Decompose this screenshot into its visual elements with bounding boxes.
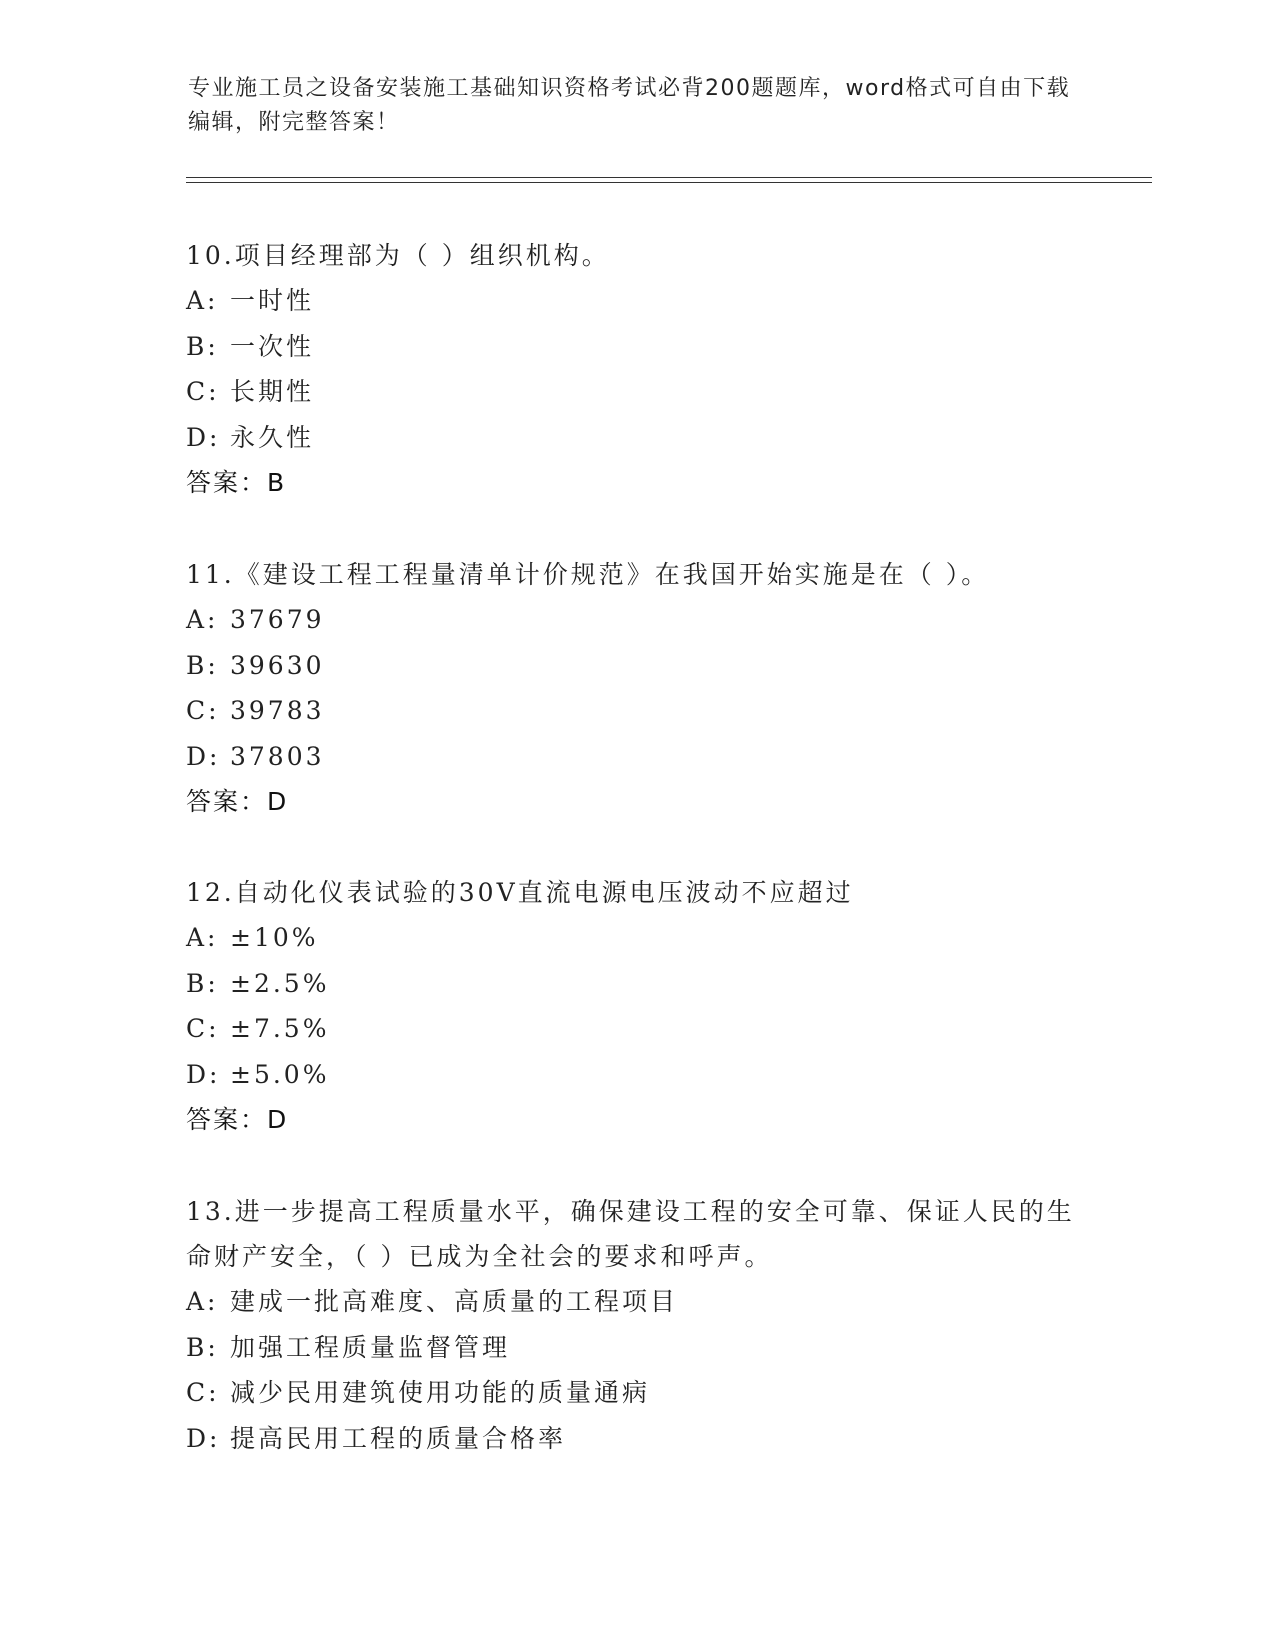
option-text: 39630 bbox=[230, 650, 325, 680]
answer-line: 答案：D bbox=[186, 1105, 289, 1134]
option-letter: A: bbox=[186, 605, 219, 634]
question-12 bbox=[186, 870, 1086, 1142]
option-text: ±2.5% bbox=[230, 968, 330, 998]
option-text: 39783 bbox=[230, 696, 325, 725]
option-text: 建成一批高难度、高质量的工程项目 bbox=[230, 1287, 679, 1316]
header-divider-bottom bbox=[186, 182, 1152, 183]
question-stem: 11.《建设工程工程量清单计价规范》在我国开始实施是在（ ）。 bbox=[186, 560, 990, 589]
option-b bbox=[186, 324, 1086, 370]
option-letter: C: bbox=[186, 1014, 220, 1043]
option-text: 一时性 bbox=[230, 286, 315, 315]
question-11 bbox=[186, 552, 1086, 824]
option-b bbox=[186, 1325, 1086, 1371]
question-stem: 12.自动化仪表试验的30V直流电源电压波动不应超过 bbox=[186, 878, 854, 907]
option-letter: A: bbox=[186, 1287, 219, 1316]
option-text: 永久性 bbox=[230, 422, 315, 452]
option-letter: B: bbox=[186, 331, 219, 361]
question-stem: 13.进一步提高工程质量水平，确保建设工程的安全可靠、保证人民的生命财产安全，（ ）已成为全社会的要求和呼声。 bbox=[186, 1197, 1075, 1271]
option-text: 提高民用工程的质量合格率 bbox=[230, 1423, 567, 1453]
option-letter: D: bbox=[186, 422, 221, 452]
option-a bbox=[186, 915, 1086, 961]
option-text: 加强工程质量监督管理 bbox=[230, 1332, 511, 1362]
option-c bbox=[186, 369, 1086, 415]
option-text: 一次性 bbox=[230, 331, 315, 361]
option-a bbox=[186, 597, 1086, 643]
option-d bbox=[186, 1416, 1086, 1462]
option-text: 减少民用建筑使用功能的质量通病 bbox=[230, 1378, 651, 1407]
option-d bbox=[186, 1052, 1086, 1098]
option-text: 长期性 bbox=[230, 377, 315, 406]
option-letter: A: bbox=[186, 286, 219, 315]
answer-line: 答案：D bbox=[186, 787, 289, 816]
option-b bbox=[186, 961, 1086, 1007]
option-letter: C: bbox=[186, 377, 220, 406]
option-letter: B: bbox=[186, 968, 219, 998]
option-a bbox=[186, 278, 1086, 324]
option-b bbox=[186, 643, 1086, 689]
option-letter: C: bbox=[186, 1378, 220, 1407]
option-letter: B: bbox=[186, 650, 219, 680]
option-text: ±10% bbox=[230, 923, 319, 952]
question-10 bbox=[186, 233, 1086, 505]
option-d bbox=[186, 415, 1086, 461]
option-letter: D: bbox=[186, 1059, 221, 1089]
option-c bbox=[186, 1006, 1086, 1052]
option-text: ±7.5% bbox=[230, 1014, 330, 1043]
option-text: ±5.0% bbox=[230, 1059, 330, 1089]
question-13 bbox=[186, 1189, 1086, 1461]
option-c bbox=[186, 688, 1086, 734]
option-letter: D: bbox=[186, 1423, 221, 1453]
option-letter: D: bbox=[186, 741, 221, 771]
option-letter: B: bbox=[186, 1332, 219, 1362]
answer-line: 答案：B bbox=[186, 468, 287, 497]
option-text: 37803 bbox=[230, 741, 325, 771]
question-stem: 10.项目经理部为（ ）组织机构。 bbox=[186, 241, 610, 270]
option-letter: A: bbox=[186, 923, 219, 952]
option-c bbox=[186, 1370, 1086, 1416]
option-letter: C: bbox=[186, 696, 220, 725]
option-d bbox=[186, 734, 1086, 780]
header-divider-top bbox=[186, 177, 1152, 178]
document-header: 专业施工员之设备安装施工基础知识资格考试必背200题题库，word格式可自由下载编辑，附完整答案！ bbox=[188, 76, 1071, 135]
option-a bbox=[186, 1279, 1086, 1325]
option-text: 37679 bbox=[230, 605, 325, 634]
